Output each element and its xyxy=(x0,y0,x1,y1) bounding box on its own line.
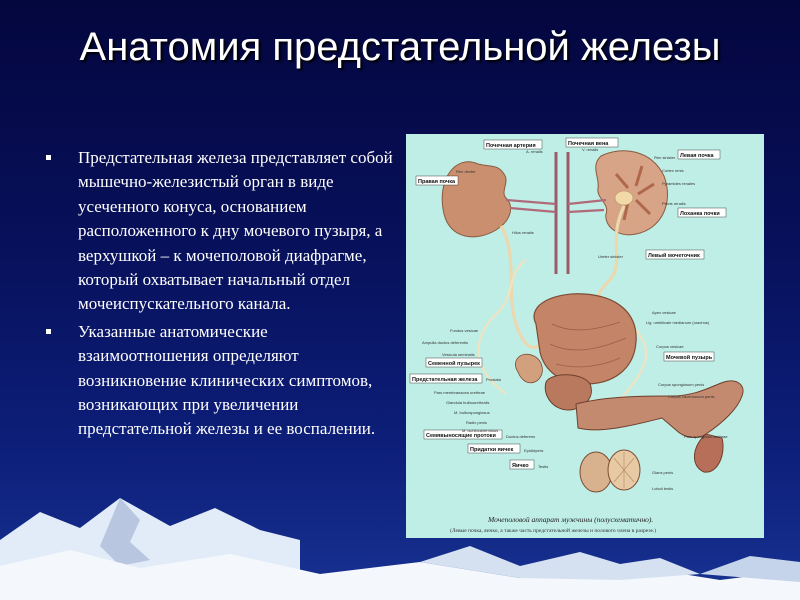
svg-text:Семявыносящие протоки: Семявыносящие протоки xyxy=(426,433,496,439)
svg-text:Левая почка: Левая почка xyxy=(680,153,714,159)
latin-vesicula: Vesicula seminalis xyxy=(442,352,475,357)
latin-artery: A. renalis xyxy=(526,149,543,154)
latin-epid: Epididymis xyxy=(524,448,544,453)
figure-caption: Мочеполовой аппарат мужчины (полусхематично). xyxy=(488,515,654,524)
label-prostate xyxy=(410,374,482,383)
latin-corpus-vesicae: Corpus vesicae xyxy=(656,344,684,349)
penis-shape xyxy=(576,381,743,438)
bullet-dot-icon xyxy=(46,329,51,334)
latin-m-bulbo: M. bulbospongiosus xyxy=(454,410,490,415)
svg-text:Правая почка: Правая почка xyxy=(418,179,456,185)
bladder-shape xyxy=(534,294,636,384)
slide-title: Анатомия предстательной железы xyxy=(79,25,721,69)
seminal-vesicle-shape xyxy=(515,354,542,383)
label-vein xyxy=(566,138,618,147)
left-kidney-shape xyxy=(596,151,668,235)
bullet-list xyxy=(46,146,396,445)
bullet-item xyxy=(46,146,396,317)
latin-pars-membr: Pars membranacea urethrae xyxy=(434,390,485,395)
latin-hilus: Hilus renalis xyxy=(512,230,534,235)
svg-text:Левый мочеточник: Левый мочеточник xyxy=(648,253,700,259)
latin-apex: Apex vesicae xyxy=(652,310,676,315)
latin-cortex: Cortex renis xyxy=(662,168,684,173)
latin-lig-umb: Lig. umbilicale medianum (urachus) xyxy=(646,320,710,325)
svg-text:Мочевой пузырь: Мочевой пузырь xyxy=(666,355,713,361)
renal-pelvis-shape xyxy=(615,191,633,205)
label-bladder xyxy=(664,352,714,361)
figure-caption-note: (Левые почка, яичко, а также часть предстательной железы и полового члена в разрезе.) xyxy=(450,528,657,534)
latin-ureter: Ureter sinister xyxy=(598,254,623,259)
label-left-kidney xyxy=(678,150,720,159)
svg-text:Почечная артерия: Почечная артерия xyxy=(486,143,536,149)
latin-ren-sinister: Ren sinister xyxy=(654,155,676,160)
label-artery xyxy=(484,140,542,149)
latin-ampulla: Ampulla ductus deferentis xyxy=(422,340,469,345)
right-kidney-shape xyxy=(442,162,510,237)
label-epididymis xyxy=(468,444,520,453)
label-pelvis xyxy=(678,208,726,217)
svg-text:Яичко: Яичко xyxy=(512,463,529,469)
svg-text:Придатки яичек: Придатки яичек xyxy=(470,447,514,453)
latin-pelvis: Pelvis renalis xyxy=(662,201,686,206)
bullet-text: Предстательная железа представляет собой мышечно-железистый орган в виде усеченного конуса, основанием расположенного к дну мочевого пузыря, а верхушкой – к мочеполовой диафрагме, который охватывает начальный отдел мочеиспускательного канала. xyxy=(78,148,393,314)
latin-lobuli: Lobuli testis xyxy=(652,486,674,491)
aorta-shape xyxy=(556,152,568,274)
latin-glandula: Glandula bulbourethralis xyxy=(446,400,490,405)
latin-fundus: Fundus vesicae xyxy=(450,328,479,333)
label-left-ureter xyxy=(646,250,704,259)
penis-glans-shape xyxy=(694,434,723,472)
label-seminal-vesicle xyxy=(426,358,482,367)
latin-testis: Testis xyxy=(538,464,549,469)
latin-glans: Glans penis xyxy=(652,470,674,475)
svg-text:Предстательная железа: Предстательная железа xyxy=(412,377,478,383)
bullet-text: Указанные анатомические взаимоотношения определяют возникновение клинических симптомов, возникающих при увеличении предстательной железы и ее воспалении. xyxy=(78,321,376,439)
latin-pars-spong: Pars spongiosa urethrae xyxy=(684,434,728,439)
latin-radix: Radix penis xyxy=(466,420,487,425)
bullet-dot-icon xyxy=(46,155,51,160)
latin-ren-dexter: Ren dexter xyxy=(456,169,476,174)
latin-ductus: Ductus deferens xyxy=(506,434,536,439)
snowy-mountains-decoration xyxy=(0,470,800,600)
latin-m-ischio: M. ischiocavernosus xyxy=(462,428,499,433)
svg-text:Лоханка почки: Лоханка почки xyxy=(680,211,720,217)
label-testis xyxy=(510,460,534,469)
latin-corpus-cav: Corpus cavernosum penis xyxy=(668,394,715,399)
latin-pyramides: Pyramides renales xyxy=(662,181,696,186)
svg-text:Семенной пузырек: Семенной пузырек xyxy=(428,361,480,367)
svg-text:Почечная вена: Почечная вена xyxy=(568,141,609,147)
latin-corpus-spong: Corpus spongiosum penis xyxy=(658,382,705,387)
latin-vein: V. renalis xyxy=(582,147,599,152)
bullet-item xyxy=(46,320,396,442)
label-right-kidney xyxy=(416,176,458,185)
latin-prostata: Prostata xyxy=(486,377,501,382)
